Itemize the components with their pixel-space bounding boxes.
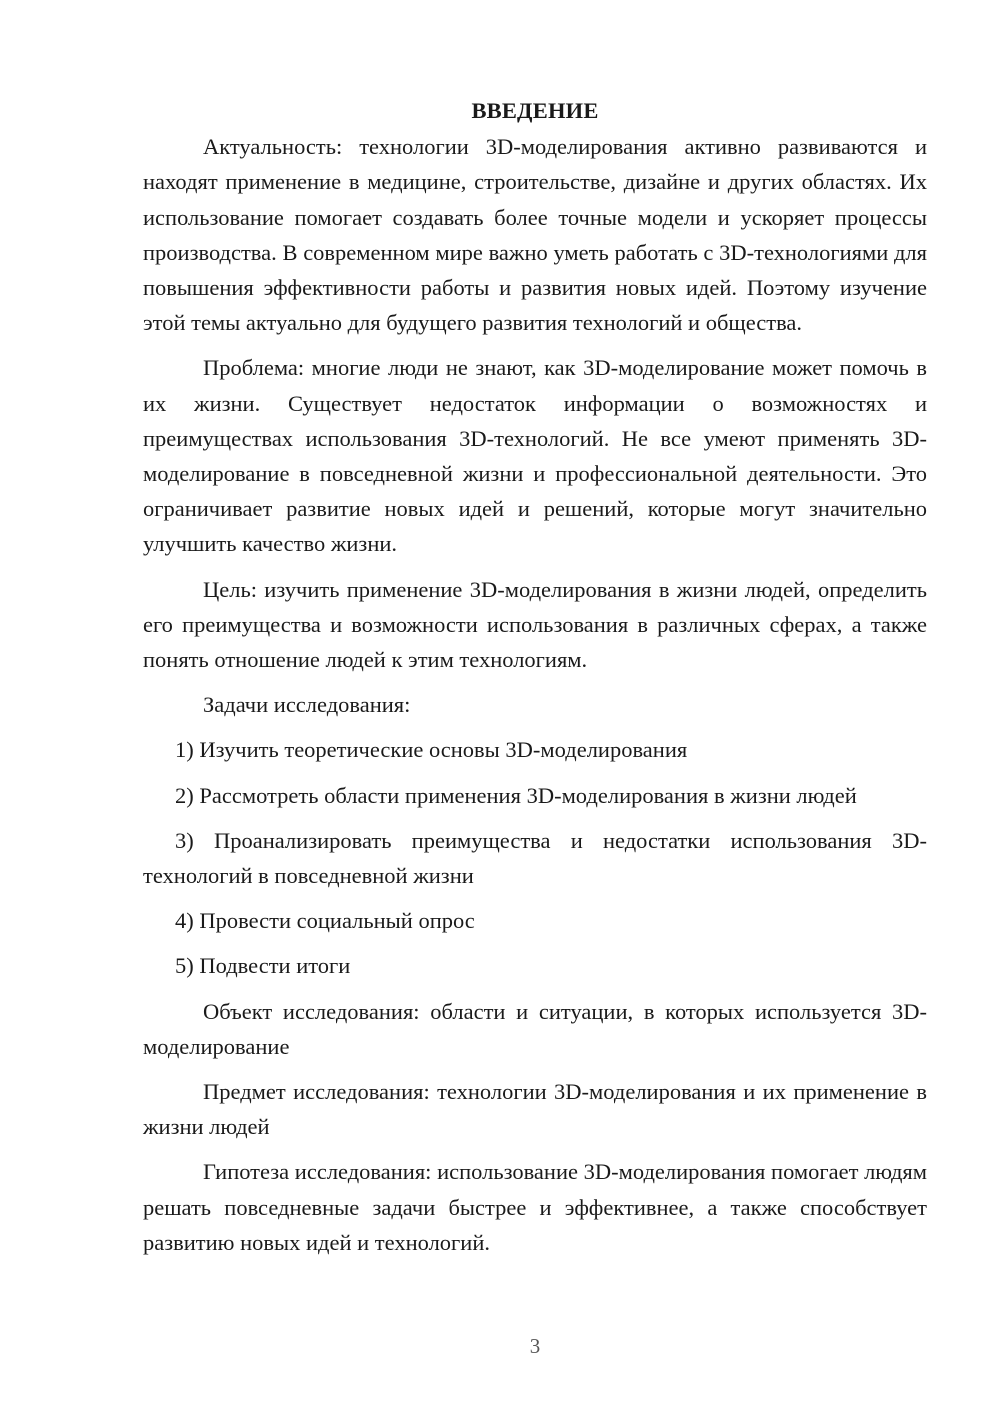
task-item-5: 5) Подвести итоги (175, 953, 351, 979)
tasks-list (143, 732, 927, 983)
task-item-3: 3) Проанализировать преимущества и недостатки использования 3D-технологий в повседневной жизни (143, 827, 927, 889)
hypothesis-paragraph: Гипотеза исследования: использование 3D-моделирования помогает людям решать повседневные задачи быстрее и эффективнее, а также способствует развитию новых идей и технологий. (143, 1159, 927, 1255)
subject-paragraph: Предмет исследования: технологии 3D-моделирования и их применение в жизни людей (143, 1079, 927, 1140)
goal-paragraph: Цель: изучить применение 3D-моделирования в жизни людей, определить его преимущества и возможности использования в различных сферах, а также понять отношение людей к этим технологиям. (143, 576, 927, 673)
task-item-4: 4) Провести социальный опрос (175, 908, 475, 934)
problem-paragraph: Проблема: многие люди не знают, как 3D-моделирование может помочь в их жизни. Существует недостаток информации о возможностях и преимуществах использования 3D-технологий. Не все умеют применять 3D-моделирование в повседневной жизни и профессиональной деятельности. Это ограничивает развитие новых идей и решений, которые могут значительно улучшить качество жизни. (143, 355, 927, 557)
section-title: ВВЕДЕНИЕ (471, 98, 599, 123)
page-content (143, 93, 927, 1260)
tasks-heading: Задачи исследования: (203, 692, 411, 718)
relevance-paragraph: Актуальность: технологии 3D-моделирования активно развиваются и находят применение в медицине, строительстве, дизайне и других областях. Их использование помогает создавать более точные модели и ускоряет процессы производства. В современном мире важно уметь работать с 3D-технологиями для повышения эффективности работы и развития новых идей. Поэтому изучение этой темы актуально для будущего развития технологий и общества. (143, 134, 927, 336)
object-paragraph: Объект исследования: области и ситуации, в которых используется 3D-моделирование (143, 998, 927, 1059)
task-item-2: 2) Рассмотреть области применения 3D-моделирования в жизни людей (175, 782, 857, 808)
page-number: 3 (529, 1334, 541, 1358)
task-item-1: 1) Изучить теоретические основы 3D-моделирования (175, 737, 688, 763)
